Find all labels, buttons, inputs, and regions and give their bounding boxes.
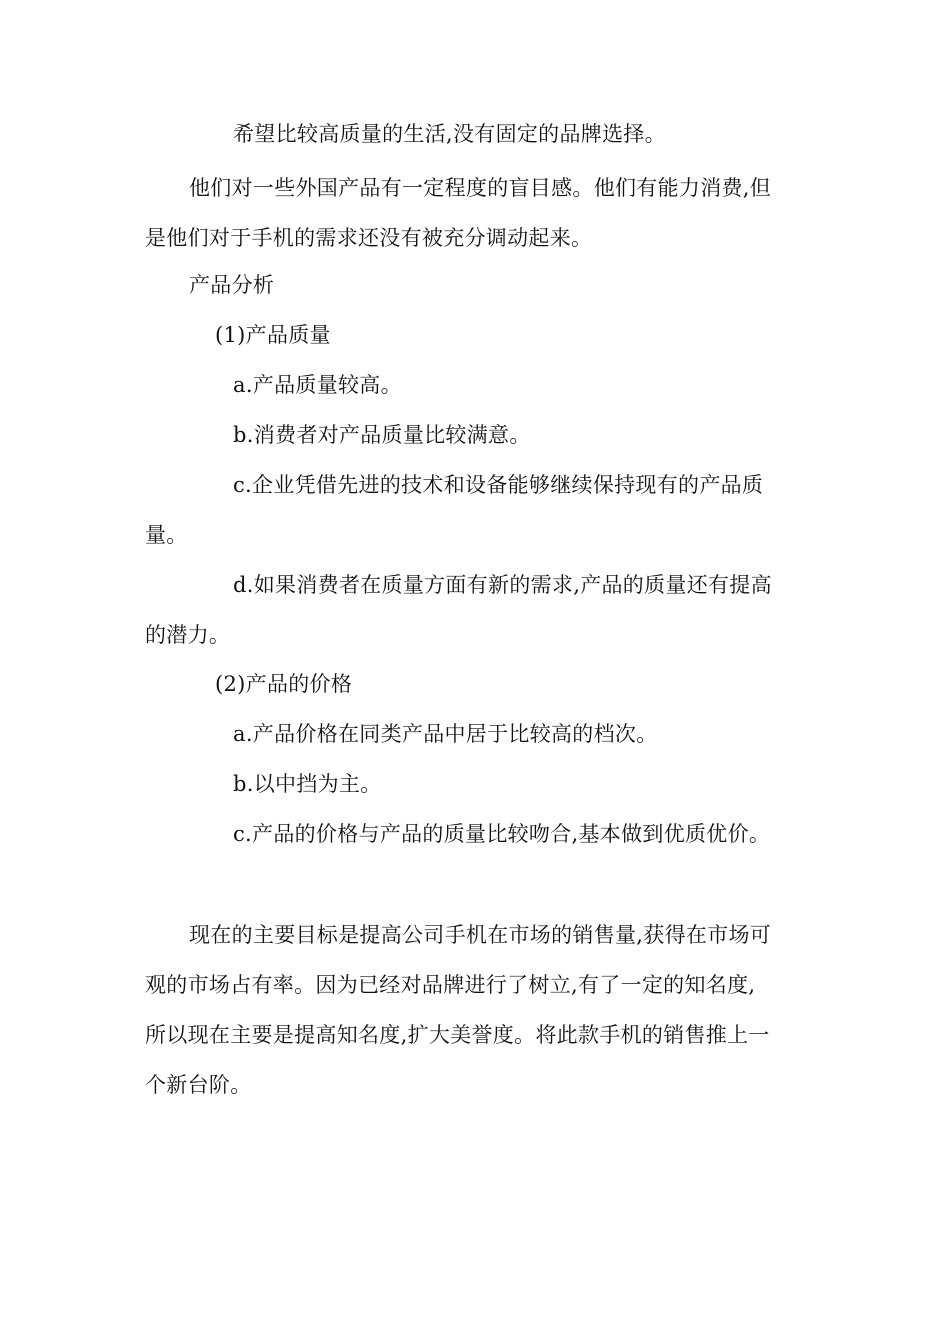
subsection-heading-price: (2)产品的价格 (215, 672, 353, 696)
list-item-quality-c-continued: 量。 (145, 523, 188, 547)
list-item-price-c: c.产品的价格与产品的质量比较吻合,基本做到优质优价。 (233, 822, 771, 846)
paragraph-line-3: 是他们对于手机的需求还没有被充分调动起来。 (145, 226, 593, 250)
list-item-quality-a: a.产品质量较高。 (233, 373, 402, 397)
list-item-quality-d-continued: 的潜力。 (145, 623, 231, 647)
list-item-quality-d: d.如果消费者在质量方面有新的需求,产品的质量还有提高 (233, 573, 772, 597)
goal-paragraph-line-3: 所以现在主要是提高知名度,扩大美誉度。将此款手机的销售推上一 (145, 1023, 770, 1047)
list-item-price-a: a.产品价格在同类产品中居于比较高的档次。 (233, 722, 658, 746)
goal-paragraph-line-4: 个新台阶。 (145, 1073, 252, 1097)
goal-paragraph-line-1: 现在的主要目标是提高公司手机在市场的销售量,获得在市场可 (189, 923, 772, 947)
paragraph-line-1: 希望比较高质量的生活,没有固定的品牌选择。 (233, 122, 666, 146)
list-item-quality-b: b.消费者对产品质量比较满意。 (233, 423, 531, 447)
list-item-price-b: b.以中挡为主。 (233, 772, 382, 796)
subsection-heading-quality: (1)产品质量 (215, 323, 331, 347)
list-item-quality-c: c.企业凭借先进的技术和设备能够继续保持现有的产品质 (233, 473, 764, 497)
paragraph-line-2: 他们对一些外国产品有一定程度的盲目感。他们有能力消费,但 (189, 176, 772, 200)
goal-paragraph-line-2: 观的市场占有率。因为已经对品牌进行了树立,有了一定的知名度, (145, 973, 756, 997)
section-heading-product-analysis: 产品分析 (189, 273, 275, 297)
